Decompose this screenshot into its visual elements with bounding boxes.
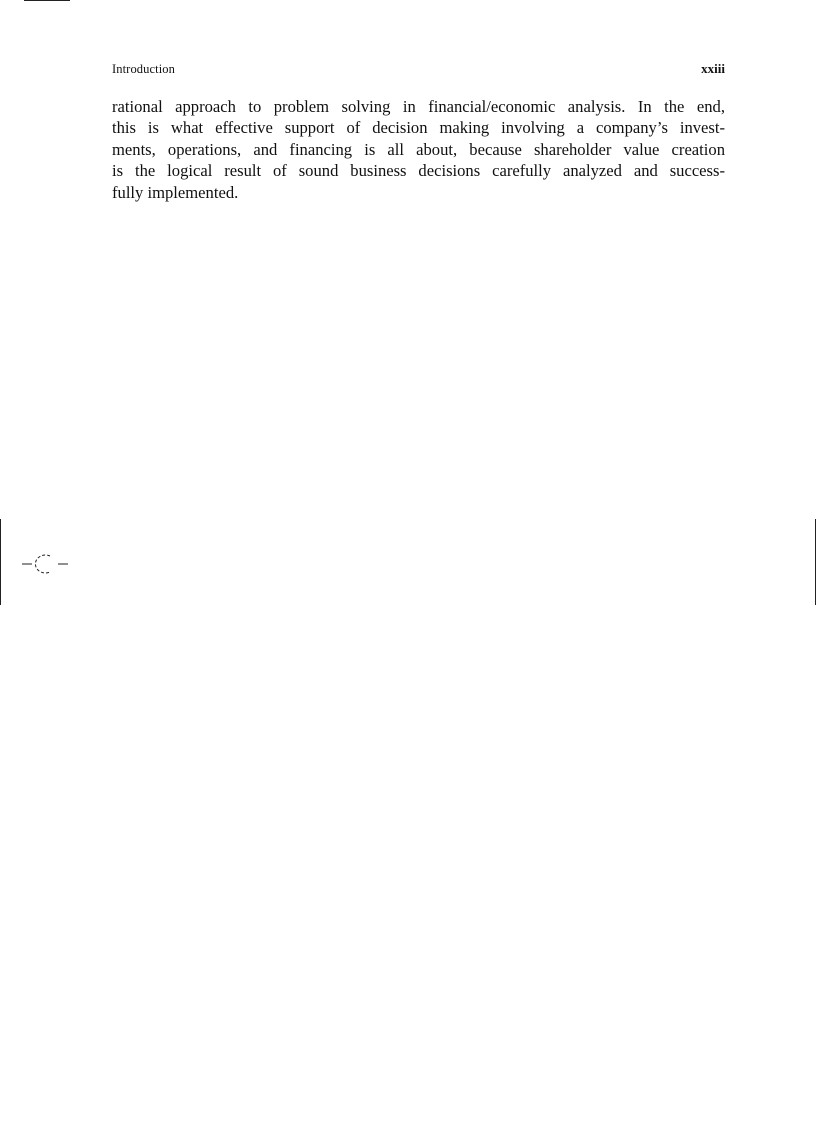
text-line: is the logical result of sound business decisions carefully analyzed and success- [112,161,725,181]
page-number: xxiii [701,61,725,76]
text-line: ments, operations, and financing is all about, because shareholder value creation [112,139,725,159]
text-line: fully implemented. [112,182,239,202]
registration-mark-icon [22,552,70,576]
running-head [112,61,725,77]
crop-mark-top [24,0,70,1]
text-line: this is what effective support of decision making involving a company’s invest- [112,118,725,138]
running-head-section: Introduction [112,62,175,76]
page-edge-mark-left [0,519,1,605]
body-paragraph [112,96,725,203]
text-line: rational approach to problem solving in financial/economic analysis. In the end, [112,97,725,116]
